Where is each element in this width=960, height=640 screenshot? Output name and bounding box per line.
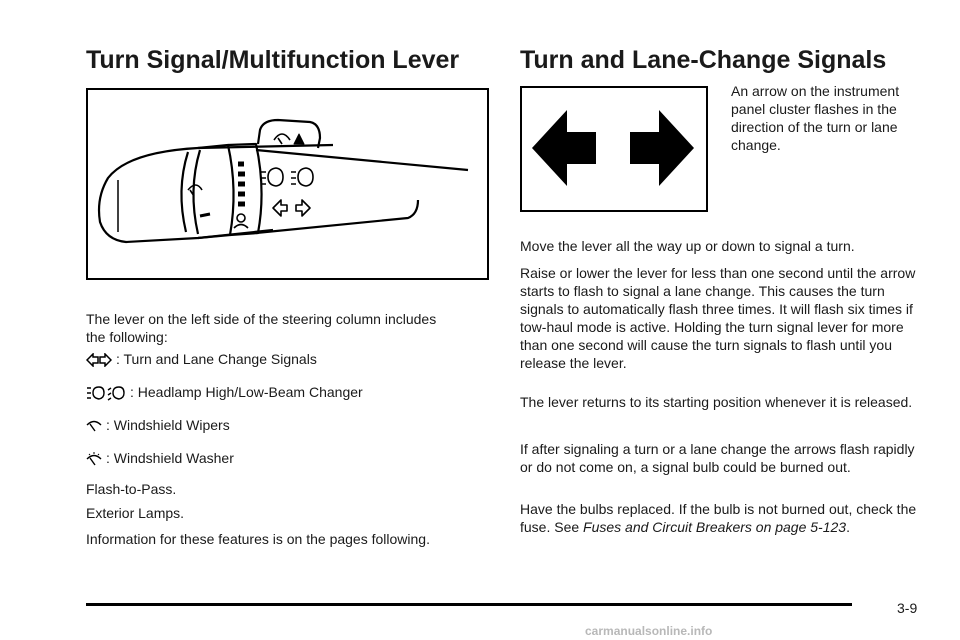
item-washer: : Windshield Washer [86,449,234,467]
fuses-reference-link[interactable]: Fuses and Circuit Breakers on page 5-123 [583,519,847,535]
right-arrow-icon [630,110,694,186]
page-number: 3-9 [897,600,918,616]
arrow-description: An arrow on the instrument panel cluster flashes in the direction of the turn or lane change. [731,83,900,153]
left-intro: The lever on the left side of the steering column includes the following: [86,311,437,345]
right-heading: Turn and Lane-Change Signals [520,46,887,74]
left-arrow-icon [532,110,596,186]
paragraph-3: The lever returns to its starting position whenever it is released. [520,394,913,410]
flash-to-pass: Flash-to-Pass. [86,481,177,497]
item-turn-signals: : Turn and Lane Change Signals [86,350,317,368]
item-headlamp: : Headlamp High/Low-Beam Changer [86,383,363,401]
paragraph-4: If after signaling a turn or a lane change the arrows flash rapidly or do not come on, a signal bulb could be burned out. [520,441,915,475]
headlamp-icon [86,385,126,401]
exterior-lamps: Exterior Lamps. [86,505,185,521]
item-wipers: : Windshield Wipers [86,416,230,434]
footer-rule [86,603,852,606]
multifunction-lever-illustration [88,90,487,278]
washer-icon [86,451,102,467]
info-text: Information for these features is on the pages following. [86,531,430,547]
turn-arrows-figure [520,86,708,212]
turn-signal-arrows-illustration [522,88,706,210]
lever-figure [86,88,489,280]
wiper-icon [86,419,102,433]
paragraph-1: Move the lever all the way up or down to signal a turn. [520,238,855,254]
paragraph-2: Raise or lower the lever for less than one second until the arrow starts to flash to signal a lane change. This causes the turn signals to automatically flash three times. It will flash six times if tow-haul mode is active. Holding the turn signal lever for more than one second will cause the turn signals to flash until you release the lever. [520,265,916,371]
watermark: carmanualsonline.info [585,624,713,638]
left-heading: Turn Signal/Multifunction Lever [86,46,460,74]
paragraph-5: Have the bulbs replaced. If the bulb is not burned out, check the fuse. See Fuses and Circuit Breakers on page 5-123. [520,501,917,535]
turn-arrows-icon [86,353,112,367]
